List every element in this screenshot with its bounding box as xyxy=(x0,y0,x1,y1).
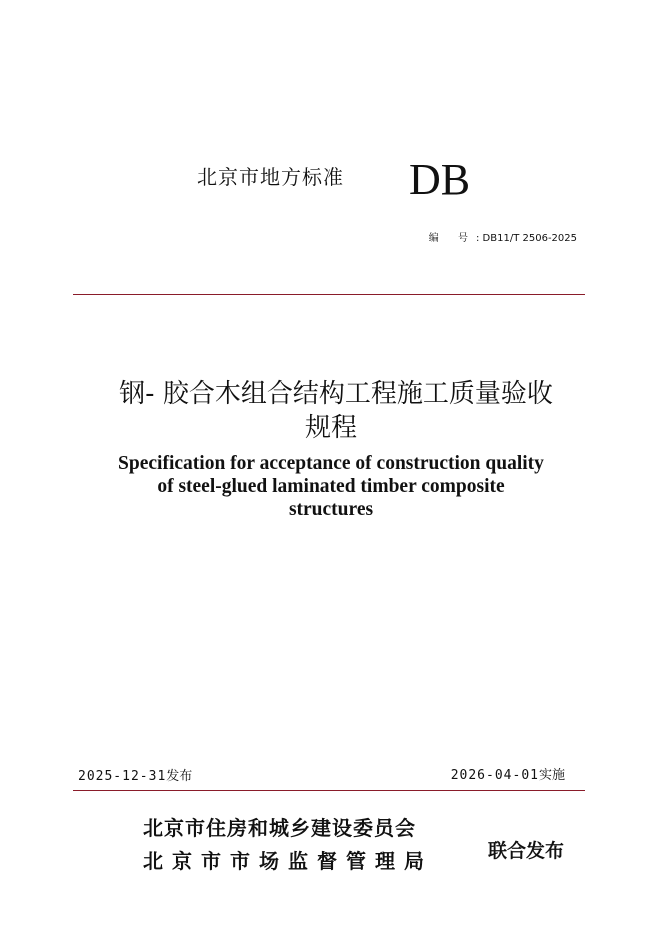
english-title xyxy=(60,452,602,521)
standard-number-value: DB11/T 2506-2025 xyxy=(482,233,577,244)
top-divider xyxy=(73,294,585,295)
standard-number-label: 编 号 xyxy=(428,233,476,244)
standard-type-label: 北京市地方标准 xyxy=(197,165,344,189)
standard-number-separator: : xyxy=(475,233,483,244)
joint-release-label: 联合发布 xyxy=(488,840,565,862)
issuer-housing-commission: 北京市住房和城乡建设委员会 xyxy=(143,816,416,840)
implement-date xyxy=(451,764,565,783)
standard-number xyxy=(429,229,577,244)
implement-date-label: 实施 xyxy=(538,768,565,783)
chinese-title xyxy=(0,377,662,445)
issuer-market-supervision: 北京市市场监督管理局 xyxy=(143,849,433,873)
implement-date-value: 2026-04-01 xyxy=(450,768,539,783)
publish-date-label: 发布 xyxy=(166,769,193,784)
english-title-line-1: Specification for acceptance of construction quality xyxy=(118,453,544,474)
chinese-title-line-1: 钢- 胶合木组合结构工程施工质量验收 xyxy=(119,379,553,409)
chinese-title-line-2: 规程 xyxy=(304,413,357,443)
english-title-line-3: structures xyxy=(288,499,374,520)
db-mark: DB xyxy=(409,155,471,204)
publish-date xyxy=(78,765,192,784)
bottom-divider xyxy=(73,790,585,791)
publish-date-value: 2025-12-31 xyxy=(78,769,167,784)
english-title-line-2: of steel-glued laminated timber composite xyxy=(157,476,505,497)
